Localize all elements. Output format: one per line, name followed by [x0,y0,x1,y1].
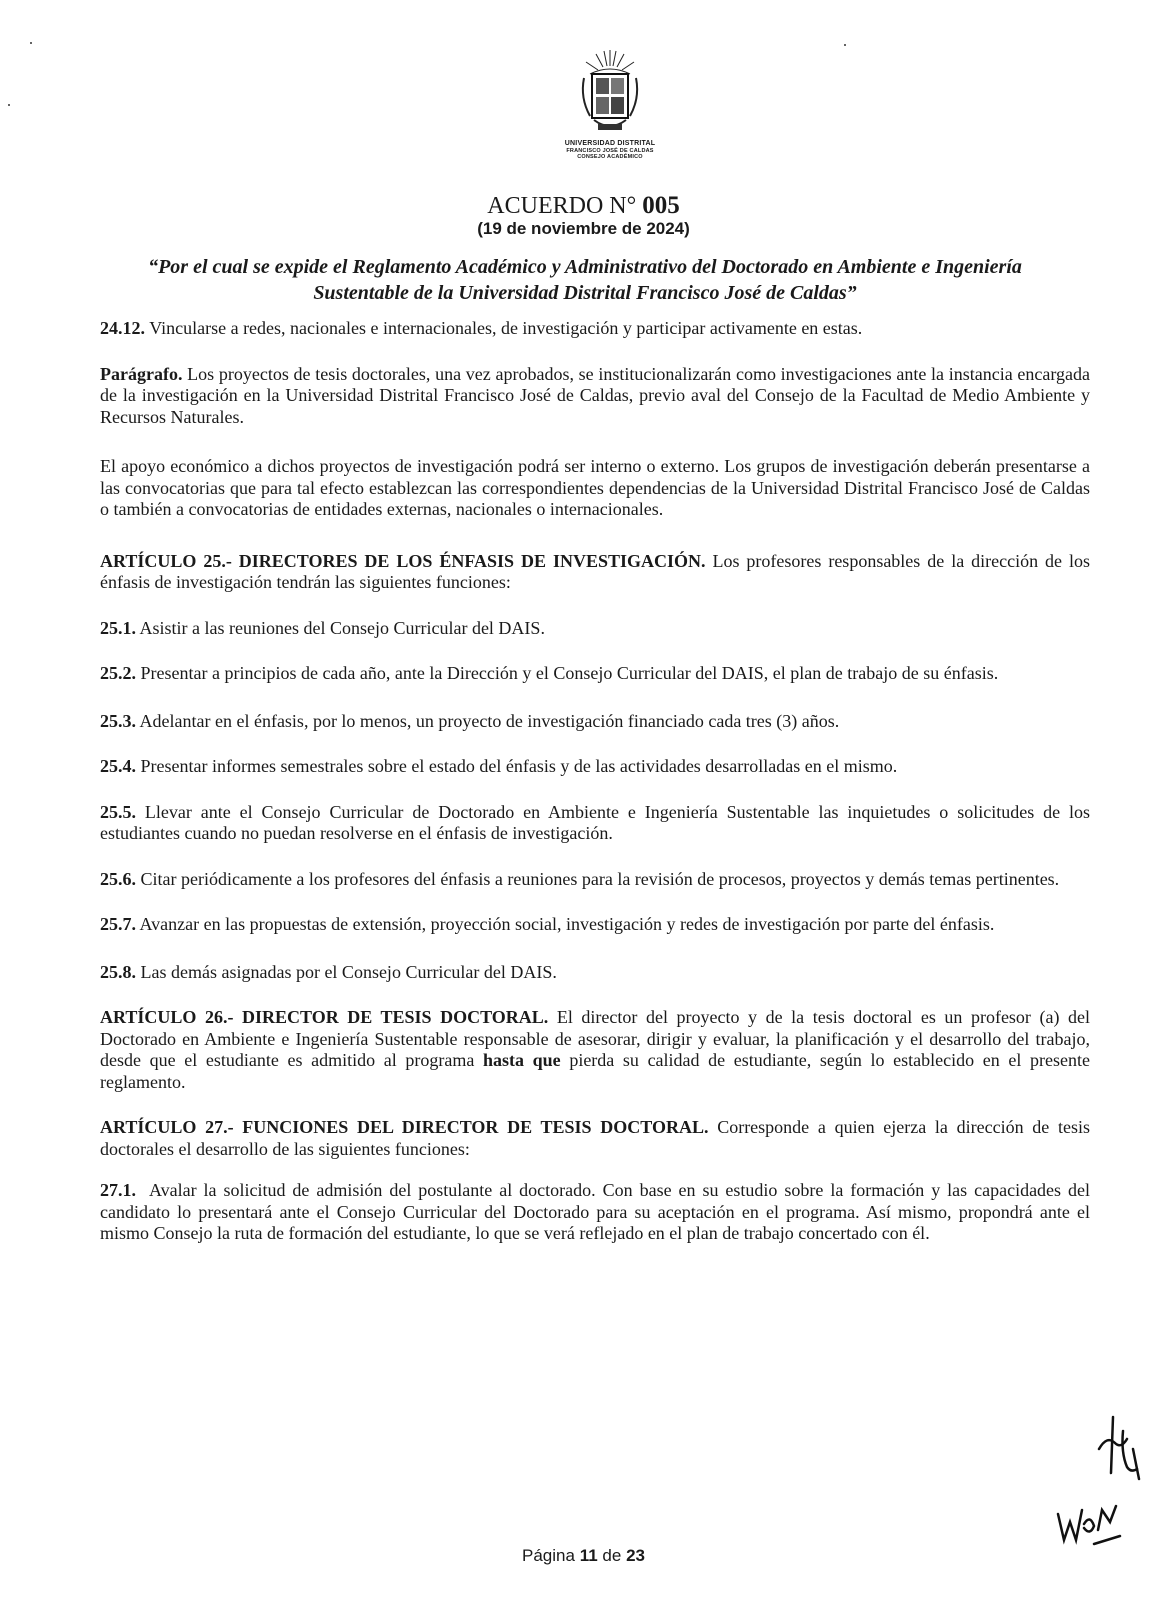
article-heading: ARTÍCULO 25.- DIRECTORES DE LOS ÉNFASIS DE INVESTIGACIÓN. [100,550,706,571]
acuerdo-title [0,192,1167,220]
acuerdo-number: 005 [642,192,680,219]
seal-icon [576,48,644,140]
item-27-1 [100,1180,1090,1245]
paragraph-text: El apoyo económico a dichos proyectos de investigación podrá ser interno o externo. Los grupos de investigación deberán presentarse a las convocatorias que para tal efecto establezcan las correspondientes dependencias de la Universidad Distrital Francisco José de Caldas o también a convocatorias de entidades externas, nacionales o internacionales. [100,456,1090,519]
letterhead-line-1: UNIVERSIDAD DISTRITAL [564,140,656,147]
item-25-1 [100,618,1090,640]
article-27 [100,1117,1090,1160]
item-label: 25.7. [100,914,136,934]
article-26 [100,1007,1090,1093]
paragraph-text: Los profesores responsables de la dirección de los énfasis de investigación tendrán las siguientes funciones: [100,550,1090,592]
scan-speck [30,42,32,44]
article-heading: ARTÍCULO 26.- DIRECTOR DE TESIS DOCTORAL. [100,1007,549,1027]
acuerdo-label: ACUERDO N° [487,193,637,219]
item-text: Las demás asignadas por el Consejo Curricular del DAIS. [140,961,557,982]
item-label: 25.8. [100,961,136,982]
item-label: 25.6. [100,868,136,889]
handwritten-initial-signature [1093,1413,1143,1483]
page-of-label: de [602,1546,622,1565]
acuerdo-subject: “Por el cual se expide el Reglamento Académico y Administrativo del Doctorado en Ambiente e Ingeniería Sustentable de la Universidad Distrital Francisco José de Caldas” [148,256,1022,304]
item-25-8 [100,962,1090,984]
letterhead-line-2: FRANCISCO JOSÉ DE CALDAS [566,148,654,154]
paragraph-label: 24.12. [100,318,145,338]
paragraph-text: Vincularse a redes, nacionales e internacionales, de investigación y participar activamente en estas. [149,318,863,338]
paragraph-text: Los proyectos de tesis doctorales, una vez aprobados, se institucionalizarán como investigaciones ante la instancia encargada de la investigación en la Universidad Distrital Francisco José de Caldas, previo aval del Consejo de la Facultad de Medio Ambiente y Recursos Naturales. [100,363,1090,427]
paragraph-text: pierda su calidad de estudiante, según lo establecido en el presente reglamento. [100,1050,1091,1092]
document-body [100,318,1090,1263]
item-label: 25.5. [100,801,136,822]
acuerdo-date: (19 de noviembre de 2024) [477,219,690,238]
item-25-6 [100,869,1090,891]
page-number [0,1546,1167,1566]
scan-speck [8,104,10,106]
page-label: Página [522,1546,575,1565]
item-text: Citar periódicamente a los profesores del énfasis a reuniones para la revisión de procesos, proyectos y demás temas pertinentes. [140,868,1060,889]
university-seal [540,48,680,160]
item-25-2 [100,663,1090,685]
paragrafo [100,364,1090,429]
emphasis-text: hasta que [483,1050,561,1070]
paragraph-24-12 [100,318,1090,340]
item-text: Avalar la solicitud de admisión del postulante al doctorado. Con base en su estudio sobre la formación y las capacidades del candidato lo presentará ante el Consejo Curricular del Doctorado para su aceptación en el programa. Así mismo, propondrá ante el mismo Consejo la ruta de formación del estudiante, lo que se verá reflejado en el plan de trabajo concertado con él. [100,1180,1091,1243]
item-text: Adelantar en el énfasis, por lo menos, un proyecto de investigación financiado cada tres (3) años. [139,710,840,731]
item-25-4 [100,756,1090,778]
paragraph-apoyo [100,456,1090,521]
paragraph-text: Corresponde a quien ejerza la dirección de tesis doctorales el desarrollo de las siguientes funciones: [100,1117,1091,1159]
article-25 [100,551,1090,594]
article-heading: ARTÍCULO 27.- FUNCIONES DEL DIRECTOR DE TESIS DOCTORAL. [100,1117,709,1137]
total-pages: 23 [626,1546,645,1565]
item-25-3 [100,711,1090,733]
item-text: Asistir a las reuniones del Consejo Curricular del DAIS. [139,617,545,638]
current-page: 11 [579,1546,598,1565]
paragraph-text: El director del proyecto y de la tesis doctoral es un profesor (a) del Doctorado en Ambiente e Ingeniería Sustentable responsable de asesorar, dirigir y evaluar, la planificación y el desarrollo del trabajo, desde que el estudiante es admitido al programa [100,1007,1091,1070]
scan-speck [844,44,846,46]
paragraph-label: Parágrafo. [100,363,183,384]
item-label: 25.3. [100,710,136,731]
item-label: 27.1. [100,1180,136,1200]
item-label: 25.1. [100,617,136,638]
item-text: Llevar ante el Consejo Curricular de Doctorado en Ambiente e Ingeniería Sustentable las inquietudes o solicitudes de los estudiantes cuando no puedan resolverse en el énfasis de investigación. [100,801,1091,843]
item-25-5 [100,802,1090,845]
item-label: 25.2. [100,663,136,683]
item-text: Presentar a principios de cada año, ante la Dirección y el Consejo Curricular del DAIS, el plan de trabajo de su énfasis. [140,663,999,683]
item-label: 25.4. [100,756,136,776]
handwritten-initials [1054,1500,1124,1550]
letterhead-line-3: CONSEJO ACADÉMICO [577,154,643,160]
item-text: Presentar informes semestrales sobre el estado del énfasis y de las actividades desarrolladas en el mismo. [140,756,898,776]
item-25-7 [100,914,1090,936]
item-text: Avanzar en las propuestas de extensión, proyección social, investigación y redes de investigación por parte del énfasis. [139,914,995,934]
